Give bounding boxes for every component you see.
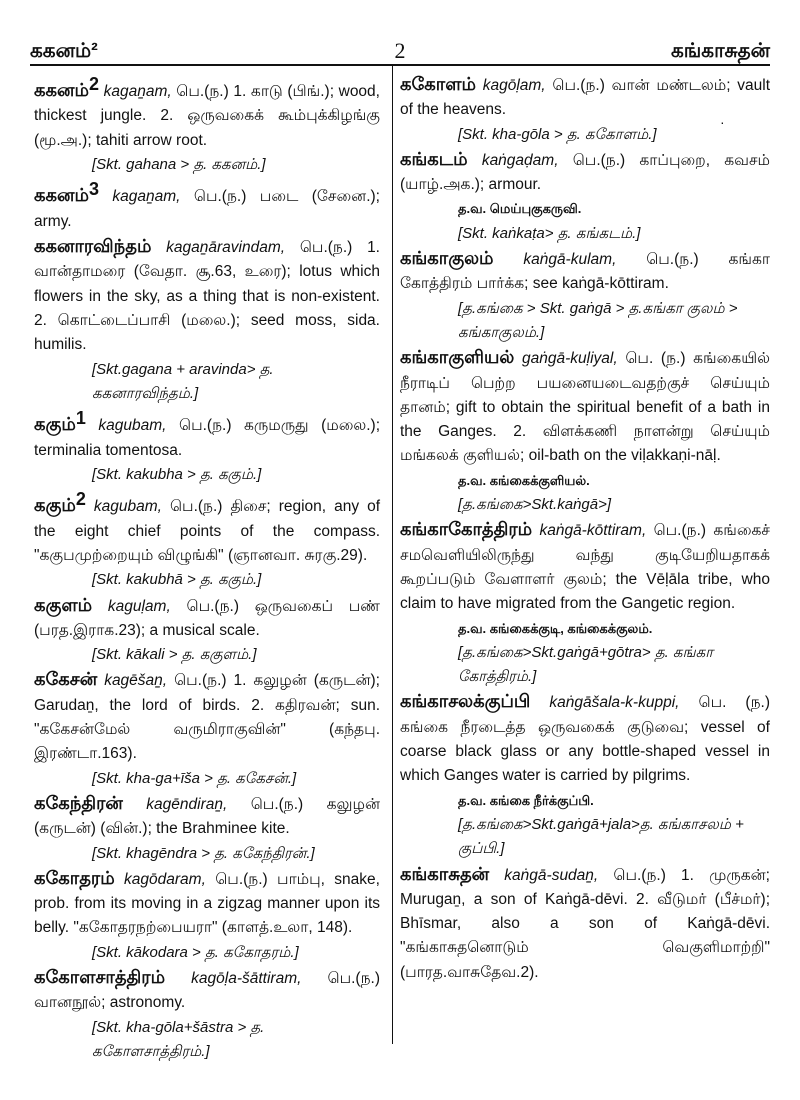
dictionary-entry bbox=[34, 667, 380, 766]
dictionary-entry bbox=[400, 517, 770, 616]
etymology: [Skt. gahana > த. ககனம்.] bbox=[92, 156, 266, 174]
etymology: [த.கங்கை>Skt.gaṅgā+gōtra> த. கங்கா கோத்திரம்.] bbox=[458, 643, 714, 686]
transliteration: kagōḷam, bbox=[482, 77, 546, 94]
definition: பெ.(ந.) கலுழன் (கருடன்) (வின்.); the Brahminee kite. bbox=[34, 795, 380, 838]
dictionary-entry bbox=[34, 234, 380, 357]
pure-tamil-equivalent: த.வ. கங்கைக்குளியல். bbox=[458, 472, 590, 488]
headword: ககும் bbox=[34, 495, 76, 516]
dictionary-entry bbox=[400, 689, 770, 788]
homonym-number: 3 bbox=[88, 179, 99, 200]
dictionary-entry bbox=[400, 345, 770, 468]
headword: கங்காகோத்திரம் bbox=[400, 519, 533, 540]
transliteration: kaguḷam, bbox=[107, 597, 171, 615]
homonym-number: 2 bbox=[88, 74, 99, 94]
transliteration: kagōdaram, bbox=[124, 870, 206, 888]
etymology: [Skt. kha-ga+īša > த. ககேசன்.] bbox=[92, 769, 297, 787]
definition: பெ.(ந.) திசை; region, any of the eight chief points of the compass. "ககுபமுற்றையும் விழுங்கி" (ஞானவா. சுரகு.29). bbox=[34, 498, 380, 564]
definition: பெ.(ந.) ஒருவகைப் பண் (பரத.இராக.23); a musical scale. bbox=[34, 597, 381, 639]
headword: கங்காசலக்குப்பி bbox=[400, 691, 531, 712]
header-right-guideword: கங்காசுதன் bbox=[670, 40, 770, 62]
definition: பெ.(ந.) கங்கைச் சமவெளியிலிருந்து வந்து குடியேறியதாகக் கூறப்படும் வேளாளர் குலம்; the Vēḷāla tribe, who claim to have migrated from the Gangetic region. bbox=[400, 522, 770, 613]
dictionary-entry bbox=[400, 147, 770, 198]
etymology: [Skt. kha-gōla+šāstra > த. ககோளசாத்திரம்.] bbox=[92, 1018, 265, 1060]
definition: பெ.(ந.) கருமருது (மலை.); terminalia tomentosa. bbox=[34, 417, 381, 459]
headword: ககேசன் bbox=[34, 669, 98, 690]
dictionary-entry bbox=[34, 487, 380, 568]
definition: பெ. (ந.) கங்கையில் நீராடிப் பெற்ற பயனையடைவதற்குச் செய்யும் தானம்; gift to obtain the spiritual benefit of a bath in the Ganges. 2. விளக்கணி நாளன்று செய்யும் மங்கலக் குளியல்; oil-bath on the viḷakkaṇi-nāḷ. bbox=[400, 350, 770, 465]
etymology: [த.கங்கை > Skt. gaṅgā > த.கங்கா குலம் > கங்காகுலம்.] bbox=[458, 299, 738, 341]
definition: பெ.(ந.) வான் மண்டலம்; vault of the heavens. bbox=[400, 77, 771, 119]
headword: ககனம் bbox=[34, 80, 89, 101]
definition: பெ.(ந.) கங்கா கோத்திரம் பார்க்க; see kaṅgā-kōttiram. bbox=[400, 251, 770, 293]
dictionary-entry bbox=[34, 72, 380, 153]
definition: பெ. (ந.) கங்கை நீரடைத்த ஒருவகைக் குடுவை; vessel of coarse black glass or any bottle-shaped vessel in which Ganges water is carried by pilgrims. bbox=[400, 694, 770, 785]
transliteration: gaṅgā-kuḷiyal, bbox=[522, 350, 618, 368]
dictionary-entry bbox=[34, 593, 380, 644]
transliteration: kaṅgā-kulam, bbox=[523, 251, 617, 269]
headword: கங்காகுலம் bbox=[400, 248, 494, 269]
etymology: [Skt. kākali > த. ககுளம்.] bbox=[92, 646, 257, 664]
pure-tamil-equivalent: த.வ. கங்கைக்குடி, கங்கைக்குலம். bbox=[458, 620, 653, 636]
header-rule bbox=[30, 64, 770, 66]
headword: ககோதரம் bbox=[34, 867, 115, 888]
headword: கங்காசுதன் bbox=[400, 863, 490, 884]
definition: பெ.(ந.) பாம்பு, snake, prob. from its moving in a zigzag manner upon its belly. "ககோதரநற்பையரா" (காளத்.உலா, 148). bbox=[34, 870, 380, 937]
dictionary-entry bbox=[400, 862, 770, 985]
definition: பெ.(ந.) 1. வான்தாமரை (வேதா. சூ.63, உரை); lotus which flowers in the sky, as a thing that is non-existent. 2. கொட்டைப்பாசி (மலை.); seed moss, sida. humilis. bbox=[34, 239, 380, 354]
definition: பெ.(ந.) படை (சேனை.); army. bbox=[34, 188, 380, 230]
headword: ககனாரவிந்தம் bbox=[34, 236, 152, 257]
dictionary-entry bbox=[34, 866, 380, 941]
etymology: [Skt.gagana + aravinda> த. ககனாரவிந்தம்.] bbox=[92, 360, 274, 402]
etymology: [Skt. kaṅkaṭa> த. கங்கடம்.] bbox=[458, 224, 641, 242]
headword: ககனம் bbox=[34, 185, 89, 206]
transliteration: kagōḷa-šāttiram, bbox=[191, 970, 302, 988]
headword: ககுளம் bbox=[34, 594, 93, 615]
pure-tamil-equivalent: த.வ. மெய்புகுகருவி. bbox=[458, 201, 582, 217]
definition: பெ.(ந.) காப்புறை, கவசம் (யாழ்.அக.); armour. bbox=[400, 151, 770, 194]
headword: ககோளம் bbox=[400, 74, 476, 94]
transliteration: kaṅgā-kōttiram, bbox=[539, 522, 647, 540]
headword: கங்காகுளியல் bbox=[400, 347, 515, 368]
transliteration: kaṅgāšala-k-kuppi, bbox=[549, 694, 680, 712]
headword: ககோளசாத்திரம் bbox=[34, 967, 166, 988]
etymology: [த.கங்கை>Skt.kaṅgā>] bbox=[458, 496, 612, 514]
transliteration: kagaṉāravindam, bbox=[166, 239, 286, 257]
definition: பெ.(ந.) 1. கலுழன் (கருடன்); Garudaṉ, the lord of birds. 2. கதிரவன்; sun. "ககேசன்மேல் வருமிராகுவின்" (கந்தபு. இரண்டா.163). bbox=[34, 672, 380, 763]
transliteration: kagubam, bbox=[98, 417, 167, 435]
transliteration: kagēšaṉ, bbox=[104, 672, 168, 690]
homonym-number: 2 bbox=[75, 489, 86, 510]
page-number: 2 bbox=[394, 38, 406, 63]
column-divider bbox=[392, 64, 393, 1044]
transliteration: kagaṉam, bbox=[112, 188, 181, 206]
etymology: [Skt. kakubha > த. ககும்.] bbox=[92, 465, 262, 483]
left-column bbox=[34, 72, 380, 1064]
etymology: [த.கங்கை>Skt.gaṅgā+jala>த. கங்காசலம் + குப்பி.] bbox=[458, 815, 744, 858]
definition: பெ.(ந.) 1. முருகன்; Murugaṉ, a son of Kaṅgā-dēvi. 2. வீடுமர் (பீச்மர்); Bhīsmar, also a son of Kaṅgā-dēvi. "கங்காசுதனொடும் வெகுளிமாற்றி" (பாரத.வாசுதேவ.2). bbox=[400, 866, 770, 981]
transliteration: kagēndiraṉ, bbox=[146, 795, 228, 813]
etymology: [Skt. khagēndra > த. ககேந்திரன்.] bbox=[92, 844, 315, 862]
header-left-guideword: ககனம்² bbox=[30, 40, 98, 62]
etymology: [Skt. kākodara > த. ககோதரம்.] bbox=[92, 943, 299, 961]
transliteration: kaṅgaḍam, bbox=[481, 151, 559, 169]
speck: · bbox=[720, 114, 725, 130]
dictionary-entry bbox=[34, 177, 380, 234]
dictionary-entry bbox=[400, 246, 770, 297]
transliteration: kagubam, bbox=[93, 498, 162, 516]
definition: பெ.(ந.) 1. காடு (பிங்.); wood, thickest jungle. 2. ஒருவகைக் கூம்புக்கிழங்கு (மூ.அ.); tahiti arrow root. bbox=[34, 83, 380, 149]
headword: கங்கடம் bbox=[400, 148, 468, 169]
right-column bbox=[400, 72, 770, 985]
dictionary-entry bbox=[400, 72, 770, 123]
etymology: [Skt. kha-gōla > த. ககோளம்.] bbox=[458, 125, 657, 143]
dictionary-entry bbox=[34, 406, 380, 463]
transliteration: kagaṉam, bbox=[103, 83, 172, 101]
transliteration: kaṅgā-sudaṉ, bbox=[504, 866, 599, 884]
dictionary-entry bbox=[34, 965, 380, 1016]
headword: ககும் bbox=[34, 414, 76, 435]
headword: ககேந்திரன் bbox=[34, 792, 123, 813]
definition: பெ.(ந.) வானநூல்; astronomy. bbox=[34, 970, 380, 1012]
pure-tamil-equivalent: த.வ. கங்கை நீர்க்குப்பி. bbox=[458, 792, 594, 808]
dictionary-entry bbox=[34, 791, 380, 842]
etymology: [Skt. kakubhā > த. ககும்.] bbox=[92, 571, 262, 589]
homonym-number: 1 bbox=[75, 408, 86, 429]
